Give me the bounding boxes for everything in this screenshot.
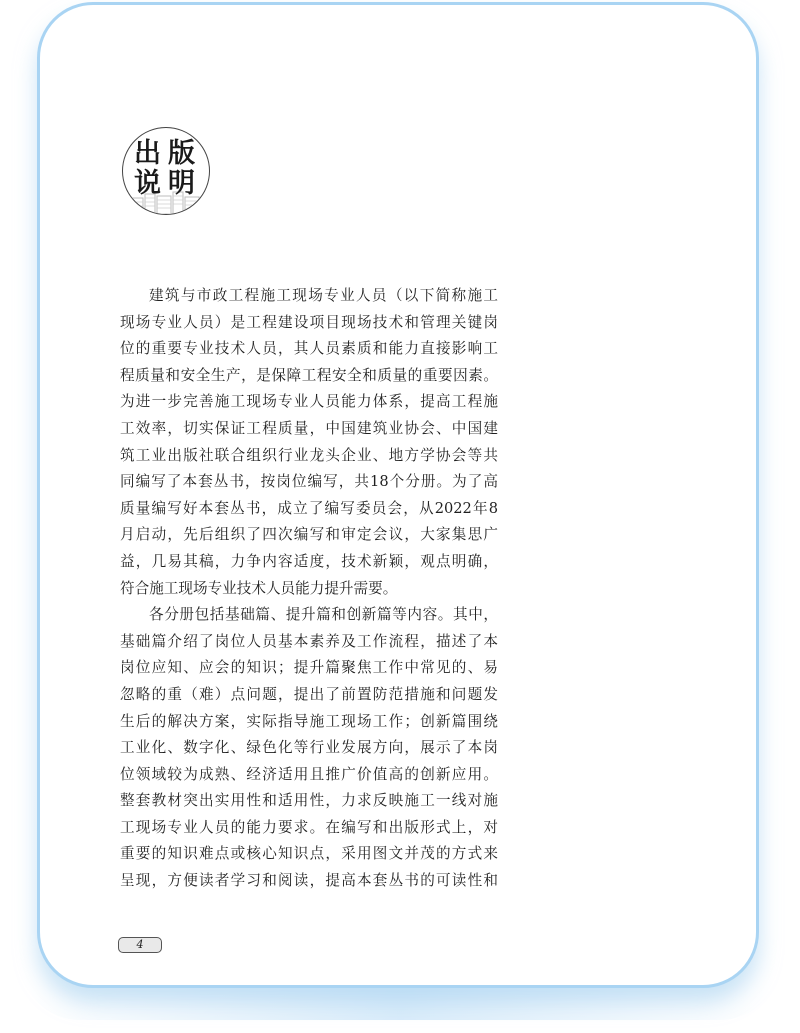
text-line: 建筑与市政工程施工现场专业人员（以下简称施工 <box>149 287 498 304</box>
text-line: 整套教材突出实用性和适用性，力求反映施工一线对施 <box>120 792 498 810</box>
heading-char: 出 <box>134 138 161 169</box>
text-line: 符合施工现场专业技术人员能力提升需要。 <box>120 579 398 597</box>
text-line: 为进一步完善施工现场专业人员能力体系，提高工程施 <box>120 393 498 411</box>
text-line: 忽略的重（难）点问题，提出了前置防范措施和问题发 <box>120 685 498 703</box>
text-line: 益，几易其稿，力争内容适度，技术新颖，观点明确， <box>120 552 498 570</box>
body-text <box>120 283 498 895</box>
text-line: 生后的解决方案，实际指导施工现场工作；创新篇围绕 <box>120 712 498 730</box>
text-line: 呈现，方便读者学习和阅读，提高本套丛书的可读性和 <box>120 872 498 890</box>
heading-char: 说 <box>134 168 161 199</box>
text-line: 同编写了本套丛书，按岗位编写，共18个分册。为了高 <box>120 473 498 491</box>
text-line: 重要的知识难点或核心知识点，采用图文并茂的方式来 <box>120 845 498 863</box>
section-heading-badge <box>122 127 210 215</box>
text-line: 工业化、数字化、绿色化等行业发展方向，展示了本岗 <box>120 739 498 757</box>
text-line: 现场专业人员）是工程建设项目现场技术和管理关键岗 <box>120 313 498 331</box>
text-line: 位的重要专业技术人员，其人员素质和能力直接影响工 <box>120 340 498 358</box>
text-line: 质量编写好本套丛书，成立了编写委员会，从2022年8 <box>120 499 498 517</box>
text-line: 位领域较为成熟、经济适用且推广价值高的创新应用。 <box>120 765 498 783</box>
text-line: 各分册包括基础篇、提升篇和创新篇等内容。其中， <box>149 606 498 624</box>
text-line: 月启动，先后组织了四次编写和审定会议，大家集思广 <box>120 526 498 544</box>
text-line: 岗位应知、应会的知识；提升篇聚焦工作中常见的、易 <box>120 659 498 677</box>
text-line: 筑工业出版社联合组织行业龙头企业、地方学协会等共 <box>120 446 498 464</box>
text-line: 程质量和安全生产，是保障工程安全和质量的重要因素。 <box>120 366 498 384</box>
page-number: 4 <box>118 937 162 953</box>
heading-char: 版 <box>168 138 195 169</box>
text-line: 工效率，切实保证工程质量，中国建筑业协会、中国建 <box>120 419 498 437</box>
text-line: 基础篇介绍了岗位人员基本素养及工作流程，描述了本 <box>120 632 498 650</box>
heading-char: 明 <box>168 168 195 199</box>
text-line: 工现场专业人员的能力要求。在编写和出版形式上，对 <box>120 818 498 836</box>
